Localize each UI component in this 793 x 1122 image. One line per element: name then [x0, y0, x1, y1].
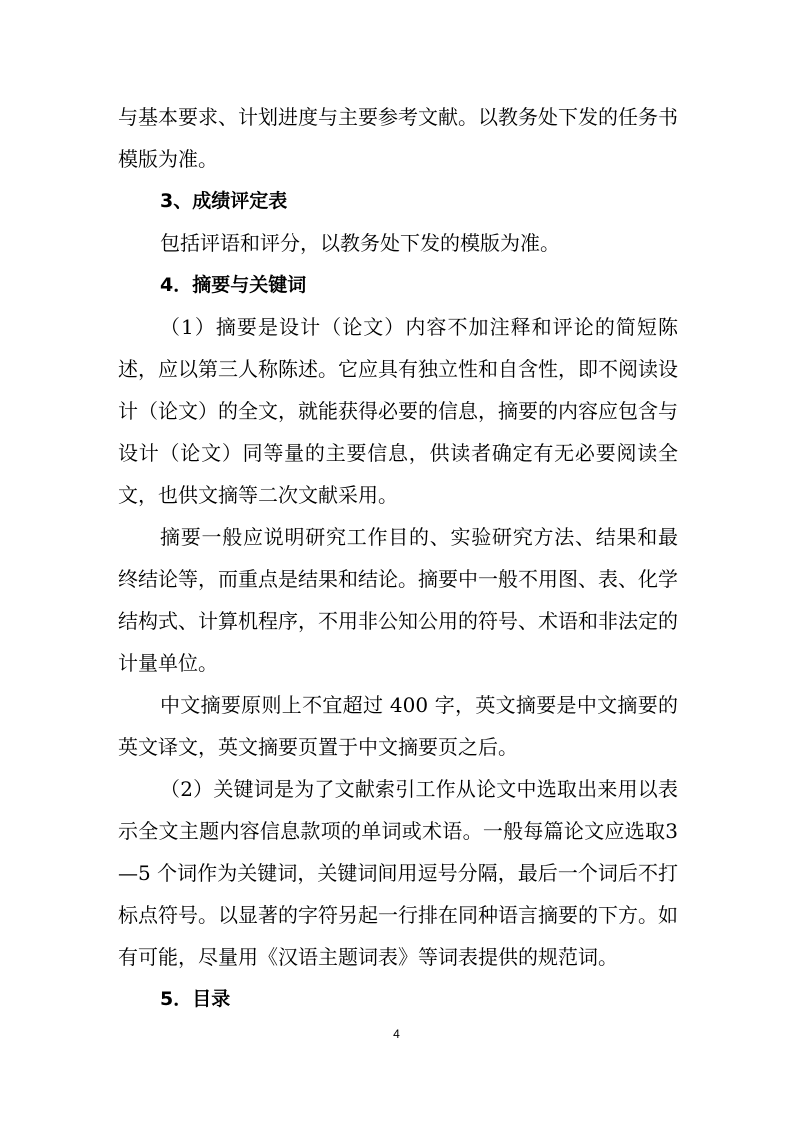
- paragraph-abstract-length: 中文摘要原则上不宜超过 400 字，英文摘要是中文摘要的英文译文，英文摘要页置于中文摘要页之后。: [118, 693, 678, 759]
- document-body: [118, 96, 678, 1020]
- paragraph-grade-table: 包括评语和评分，以教务处下发的模版为准。: [160, 231, 560, 255]
- section-heading-toc: 5．目录: [160, 988, 231, 1010]
- paragraph-keywords: （2）关键词是为了文献索引工作从论文中选取出来用以表示全文主题内容信息款项的单词或术语。一般每篇论文应选取3—5 个词作为关键词，关键词间用逗号分隔，最后一个词后不打标点符号。以显著的字符另起一行排在同种语言摘要的下方。如有可能，尽量用《汉语主题词表》等词表提供的规范词。: [118, 777, 678, 969]
- section-heading-abstract-keywords: 4．摘要与关键词: [160, 274, 307, 296]
- section-heading-grade-table: 3、成绩评定表: [160, 190, 288, 212]
- paragraph-abstract-content: 摘要一般应说明研究工作目的、实验研究方法、结果和最终结论等，而重点是结果和结论。摘要中一般不用图、表、化学结构式、计算机程序，不用非公知公用的符号、术语和非法定的计量单位。: [118, 525, 678, 675]
- paragraph-abstract-definition: （1）摘要是设计（论文）内容不加注释和评论的简短陈述，应以第三人称陈述。它应具有独立性和自含性，即不阅读设计（论文）的全文，就能获得必要的信息，摘要的内容应包含与设计（论文）同等量的主要信息，供读者确定有无必要阅读全文，也供文摘等二次文献采用。: [118, 315, 678, 507]
- page-number: 4: [393, 1027, 400, 1041]
- paragraph-task-book: 与基本要求、计划进度与主要参考文献。以教务处下发的任务书模版为准。: [118, 105, 678, 171]
